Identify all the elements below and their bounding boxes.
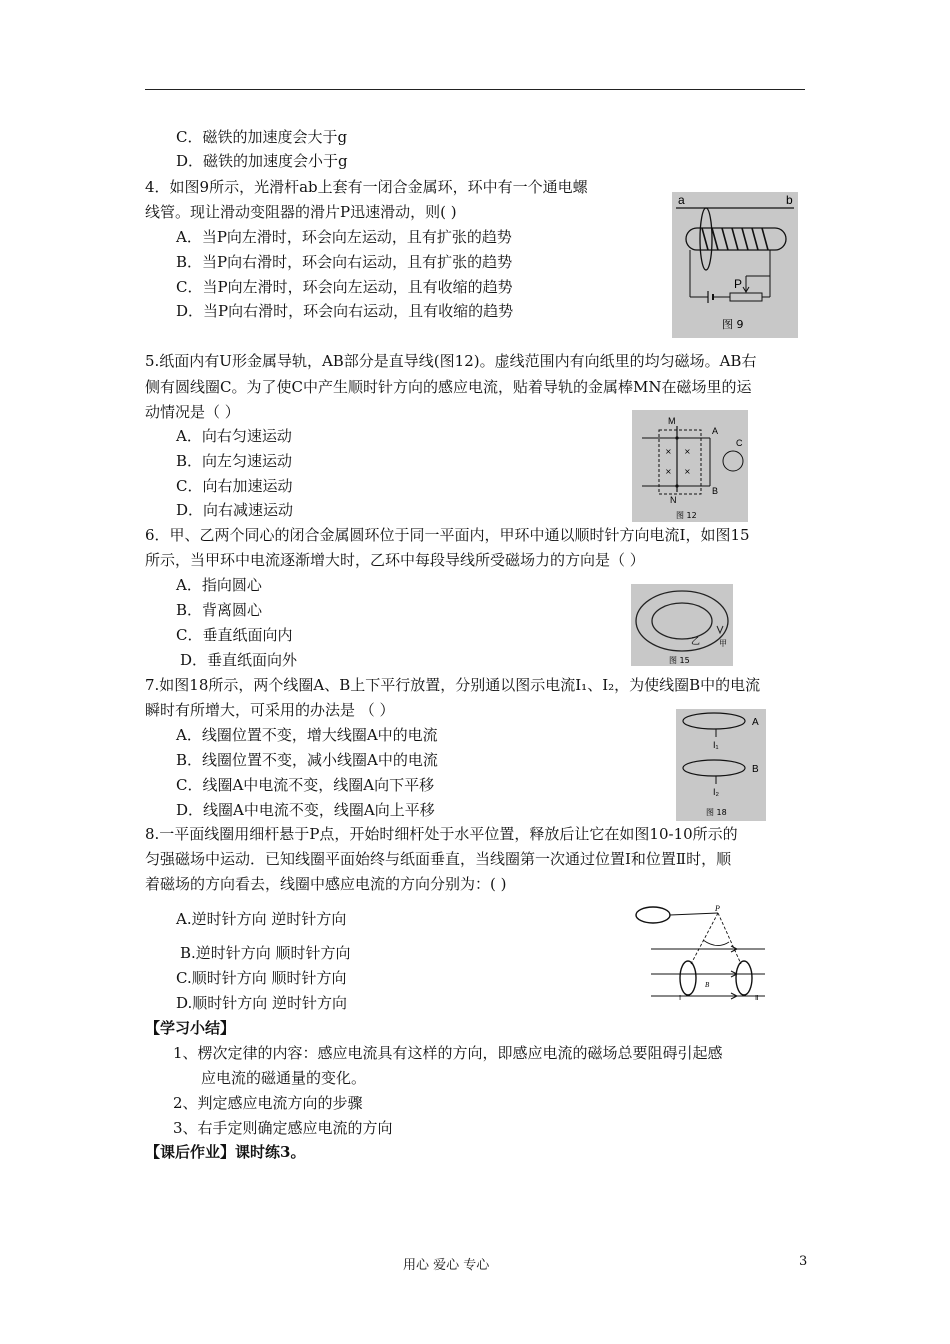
q7-stem-line1: 7.如图18所示，两个线圈A、B上下平行放置，分别通以图示电流I₁、I₂，为使线圈B中的电流 bbox=[145, 676, 761, 694]
fig18-label-i2: I₂ bbox=[713, 787, 719, 797]
fig9-label-a: a bbox=[678, 193, 685, 207]
summary-item-2: 2、判定感应电流方向的步骤 bbox=[173, 1094, 363, 1112]
fig18-caption: 图 18 bbox=[706, 808, 727, 817]
page-number: 3 bbox=[799, 1254, 808, 1269]
fig12-label-n: N bbox=[670, 495, 677, 505]
q7-option-b: B．线圈位置不变，减小线圈A中的电流 bbox=[176, 751, 438, 769]
q8-option-b: B.逆时针方向 顺时针方向 bbox=[180, 944, 351, 962]
q7-option-d: D．线圈A中电流不变，线圈A向上平移 bbox=[176, 801, 435, 819]
fig9-label-p: P bbox=[734, 277, 743, 291]
figure-15 bbox=[631, 584, 733, 666]
q4-option-a: A．当P向左滑时，环会向左运动，且有扩张的趋势 bbox=[176, 228, 512, 246]
summary-item-3: 3、右手定则确定感应电流的方向 bbox=[173, 1119, 393, 1137]
fig1010-label-p: P bbox=[715, 904, 720, 913]
fig15-caption: 图 15 bbox=[669, 656, 690, 665]
q8-option-d: D.顺时针方向 逆时针方向 bbox=[176, 994, 348, 1012]
fig18-label-i1: I₁ bbox=[713, 740, 719, 750]
fig9-label-b: b bbox=[786, 193, 793, 207]
header-rule bbox=[145, 89, 805, 90]
fig1010-label-b: B bbox=[705, 981, 710, 989]
fig15-label-yi: 乙 bbox=[691, 637, 701, 647]
fig12-cross: × bbox=[665, 447, 672, 456]
footer-motto: 用心 爱心 专心 bbox=[403, 1258, 490, 1273]
q5-stem-line3: 动情况是（ ） bbox=[145, 403, 240, 421]
q5-option-c: C．向右加速运动 bbox=[176, 477, 293, 495]
q7-stem-line2: 瞬时有所增大，可采用的办法是 （ ） bbox=[145, 701, 395, 719]
q7-option-a: A．线圈位置不变，增大线圈A中的电流 bbox=[176, 726, 438, 744]
q4-option-d: D．当P向右滑时，环会向右运动，且有收缩的趋势 bbox=[176, 302, 514, 320]
summary-heading: 【学习小结】 bbox=[145, 1019, 236, 1037]
fig12-label-a: A bbox=[712, 426, 719, 436]
q8-option-c: C.顺时针方向 顺时针方向 bbox=[176, 969, 347, 987]
fig12-label-c: C bbox=[736, 438, 743, 448]
q6-option-b: B．背离圆心 bbox=[176, 601, 263, 619]
q8-option-a: A.逆时针方向 逆时针方向 bbox=[176, 910, 347, 928]
fig12-cross: × bbox=[684, 467, 691, 476]
q8-stem-line3: 着磁场的方向看去，线圈中感应电流的方向分别为：( ) bbox=[145, 875, 507, 893]
fig12-cross: × bbox=[665, 467, 672, 476]
q4-option-c: C．当P向左滑时，环会向左运动，且有收缩的趋势 bbox=[176, 278, 513, 296]
fig12-caption: 图 12 bbox=[676, 511, 697, 520]
figure-10-10 bbox=[633, 902, 768, 1002]
fig1010-label-1: Ⅰ bbox=[679, 994, 682, 1002]
fig15-label-jia: 甲 bbox=[719, 639, 727, 648]
q5-stem-line2: 侧有圆线圈C。为了使C中产生顺时针方向的感应电流，贴着导轨的金属棒MN在磁场里的运 bbox=[145, 378, 752, 396]
q7-option-c: C．线圈A中电流不变，线圈A向下平移 bbox=[176, 776, 435, 794]
fig18-label-a: A bbox=[752, 717, 759, 728]
q8-stem-line2: 匀强磁场中运动．已知线圈平面始终与纸面垂直，当线圈第一次通过位置Ⅰ和位置Ⅱ时，顺 bbox=[145, 850, 732, 868]
q6-stem-line2: 所示，当甲环中电流逐渐增大时，乙环中每段导线所受磁场力的方向是（ ） bbox=[145, 551, 645, 569]
fig18-label-b: B bbox=[752, 764, 759, 775]
figure-12 bbox=[632, 410, 748, 522]
q6-stem-line1: 6．甲、乙两个同心的闭合金属圆环位于同一平面内，甲环中通以顺时针方向电流I，如图15 bbox=[145, 526, 750, 544]
q6-option-c: C．垂直纸面向内 bbox=[176, 626, 293, 644]
fig12-label-b: B bbox=[712, 486, 719, 496]
figure-18 bbox=[676, 709, 766, 821]
fig1010-label-2: Ⅱ bbox=[755, 994, 759, 1002]
summary-item-1: 1、楞次定律的内容：感应电流具有这样的方向，即感应电流的磁场总要阻碍引起感 bbox=[173, 1044, 723, 1062]
q5-option-a: A．向右匀速运动 bbox=[176, 427, 292, 445]
fig9-caption: 图 9 bbox=[722, 318, 744, 331]
q4-stem-line2: 线管。现让滑动变阻器的滑片P迅速滑动，则( ) bbox=[145, 203, 457, 221]
figure-9 bbox=[672, 192, 798, 338]
fig12-label-m: M bbox=[668, 416, 676, 426]
q5-stem-line1: 5.纸面内有U形金属导轨，AB部分是直导线(图12)。虚线范围内有向纸里的均匀磁场。AB右 bbox=[145, 352, 757, 370]
q6-option-a: A．指向圆心 bbox=[176, 576, 262, 594]
q8-stem-line1: 8.一平面线圈用细杆悬于P点，开始时细杆处于水平位置，释放后让它在如图10-10所示的 bbox=[145, 825, 738, 843]
q4-stem-line1: 4．如图9所示，光滑杆ab上套有一闭合金属环，环中有一个通电螺 bbox=[145, 178, 588, 196]
q3-option-c: C．磁铁的加速度会大于g bbox=[176, 128, 348, 146]
fig12-cross: × bbox=[684, 447, 691, 456]
summary-item-1-cont: 应电流的磁通量的变化。 bbox=[201, 1069, 367, 1087]
q4-option-b: B．当P向右滑时，环会向右运动，且有扩张的趋势 bbox=[176, 253, 513, 271]
q3-option-d: D．磁铁的加速度会小于g bbox=[176, 152, 348, 170]
q6-option-d: D．垂直纸面向外 bbox=[180, 651, 298, 669]
q5-option-d: D．向右减速运动 bbox=[176, 501, 294, 519]
homework-line: 【课后作业】课时练3。 bbox=[145, 1143, 306, 1161]
q5-option-b: B．向左匀速运动 bbox=[176, 452, 293, 470]
